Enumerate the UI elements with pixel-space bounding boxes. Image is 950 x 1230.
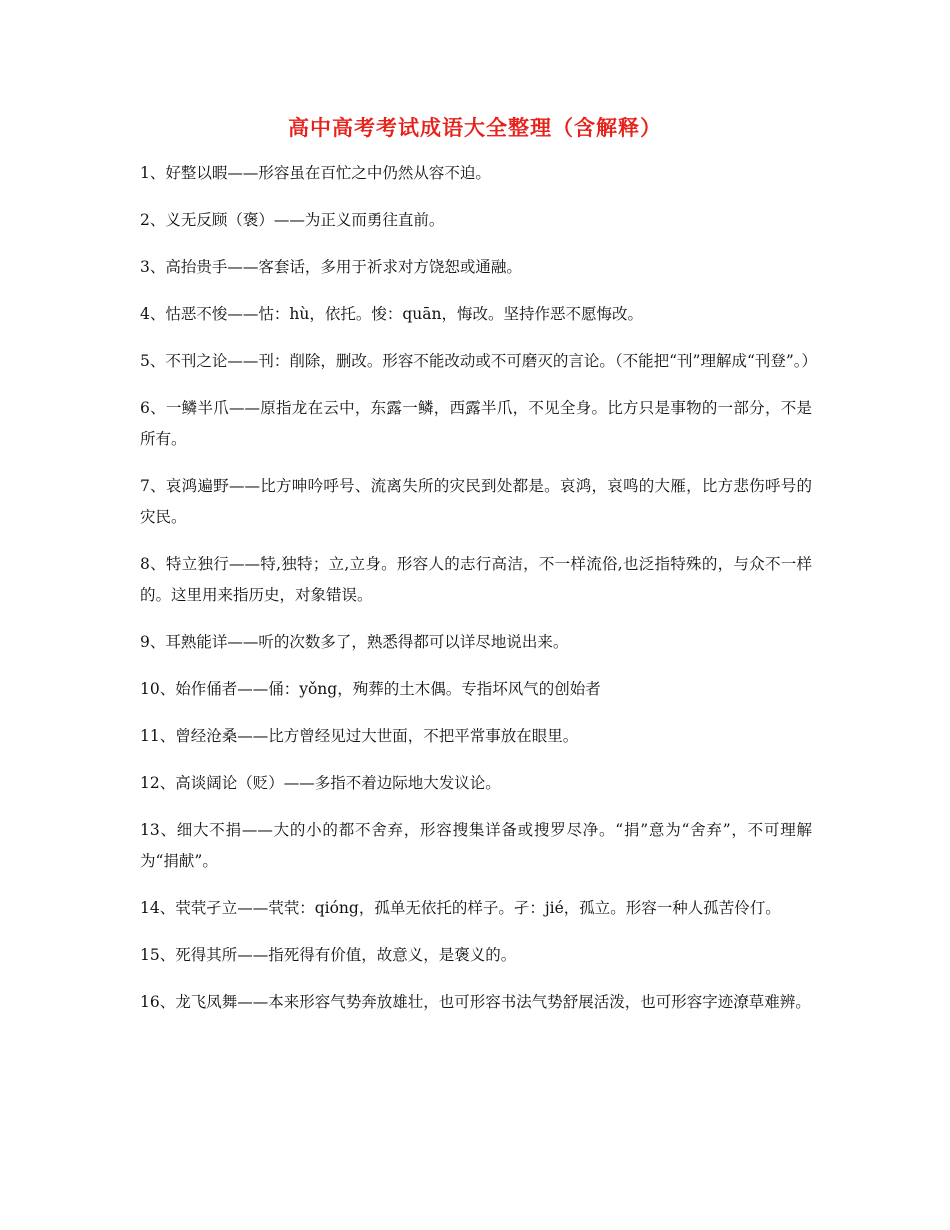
idiom-entry: 11、曾经沧桑——比方曾经见过大世面，不把平常事放在眼里。: [140, 727, 579, 745]
idiom-entry: 9、耳熟能详——听的次数多了，熟悉得都可以详尽地说出来。: [140, 633, 569, 651]
idiom-entry: 1、好整以暇——形容虽在百忙之中仍然从容不迫。: [140, 164, 491, 182]
idiom-list: [140, 158, 818, 1034]
idiom-entry: 3、高抬贵手——客套话，多用于祈求对方饶恕或通融。: [140, 258, 522, 276]
idiom-entry: 10、始作俑者——俑：yǒng，殉葬的土木偶。专指坏风气的创始者: [140, 680, 601, 698]
idiom-entry: 13、细大不捐——大的小的都不舍弃，形容搜集详备或搜罗尽净。“捐”意为“舍弃”，不可理解为“捐献”。: [140, 821, 812, 870]
idiom-entry: 6、一鳞半爪——原指龙在云中，东露一鳞，西露半爪，不见全身。比方只是事物的一部分，不是所有。: [140, 399, 812, 448]
document-title: 高中高考考试成语大全整理（含解释）: [288, 115, 662, 140]
idiom-entry: 2、义无反顾（褒）——为正义而勇往直前。: [140, 211, 445, 229]
idiom-entry: 7、哀鸿遍野——比方呻吟呼号、流离失所的灾民到处都是。哀鸿，哀鸣的大雁，比方悲伤呼号的灾民。: [140, 477, 812, 526]
idiom-entry: 5、不刊之论——刊：削除，删改。形容不能改动或不可磨灭的言论。（不能把“刊”理解成“刊登”。）: [140, 352, 818, 370]
idiom-entry: 4、怙恶不悛——怙：hù，依托。悛：quān，悔改。坚持作恶不愿悔改。: [140, 305, 643, 323]
idiom-entry: 8、特立独行——特,独特；立,立身。形容人的志行高洁，不一样流俗,也泛指特殊的，与众不一样的。这里用来指历史，对象错误。: [140, 555, 812, 604]
idiom-entry: 15、死得其所——指死得有价值，故意义，是褒义的。: [140, 946, 517, 964]
idiom-entry: 14、茕茕孑立——茕茕：qióng，孤单无依托的样子。孑：jié，孤立。形容一种人孤苦伶仃。: [140, 899, 781, 917]
idiom-entry: 12、高谈阔论（贬）——多指不着边际地大发议论。: [140, 774, 501, 792]
idiom-entry: 16、龙飞凤舞——本来形容气势奔放雄壮，也可形容书法气势舒展活泼，也可形容字迹潦草难辨。: [140, 993, 811, 1011]
